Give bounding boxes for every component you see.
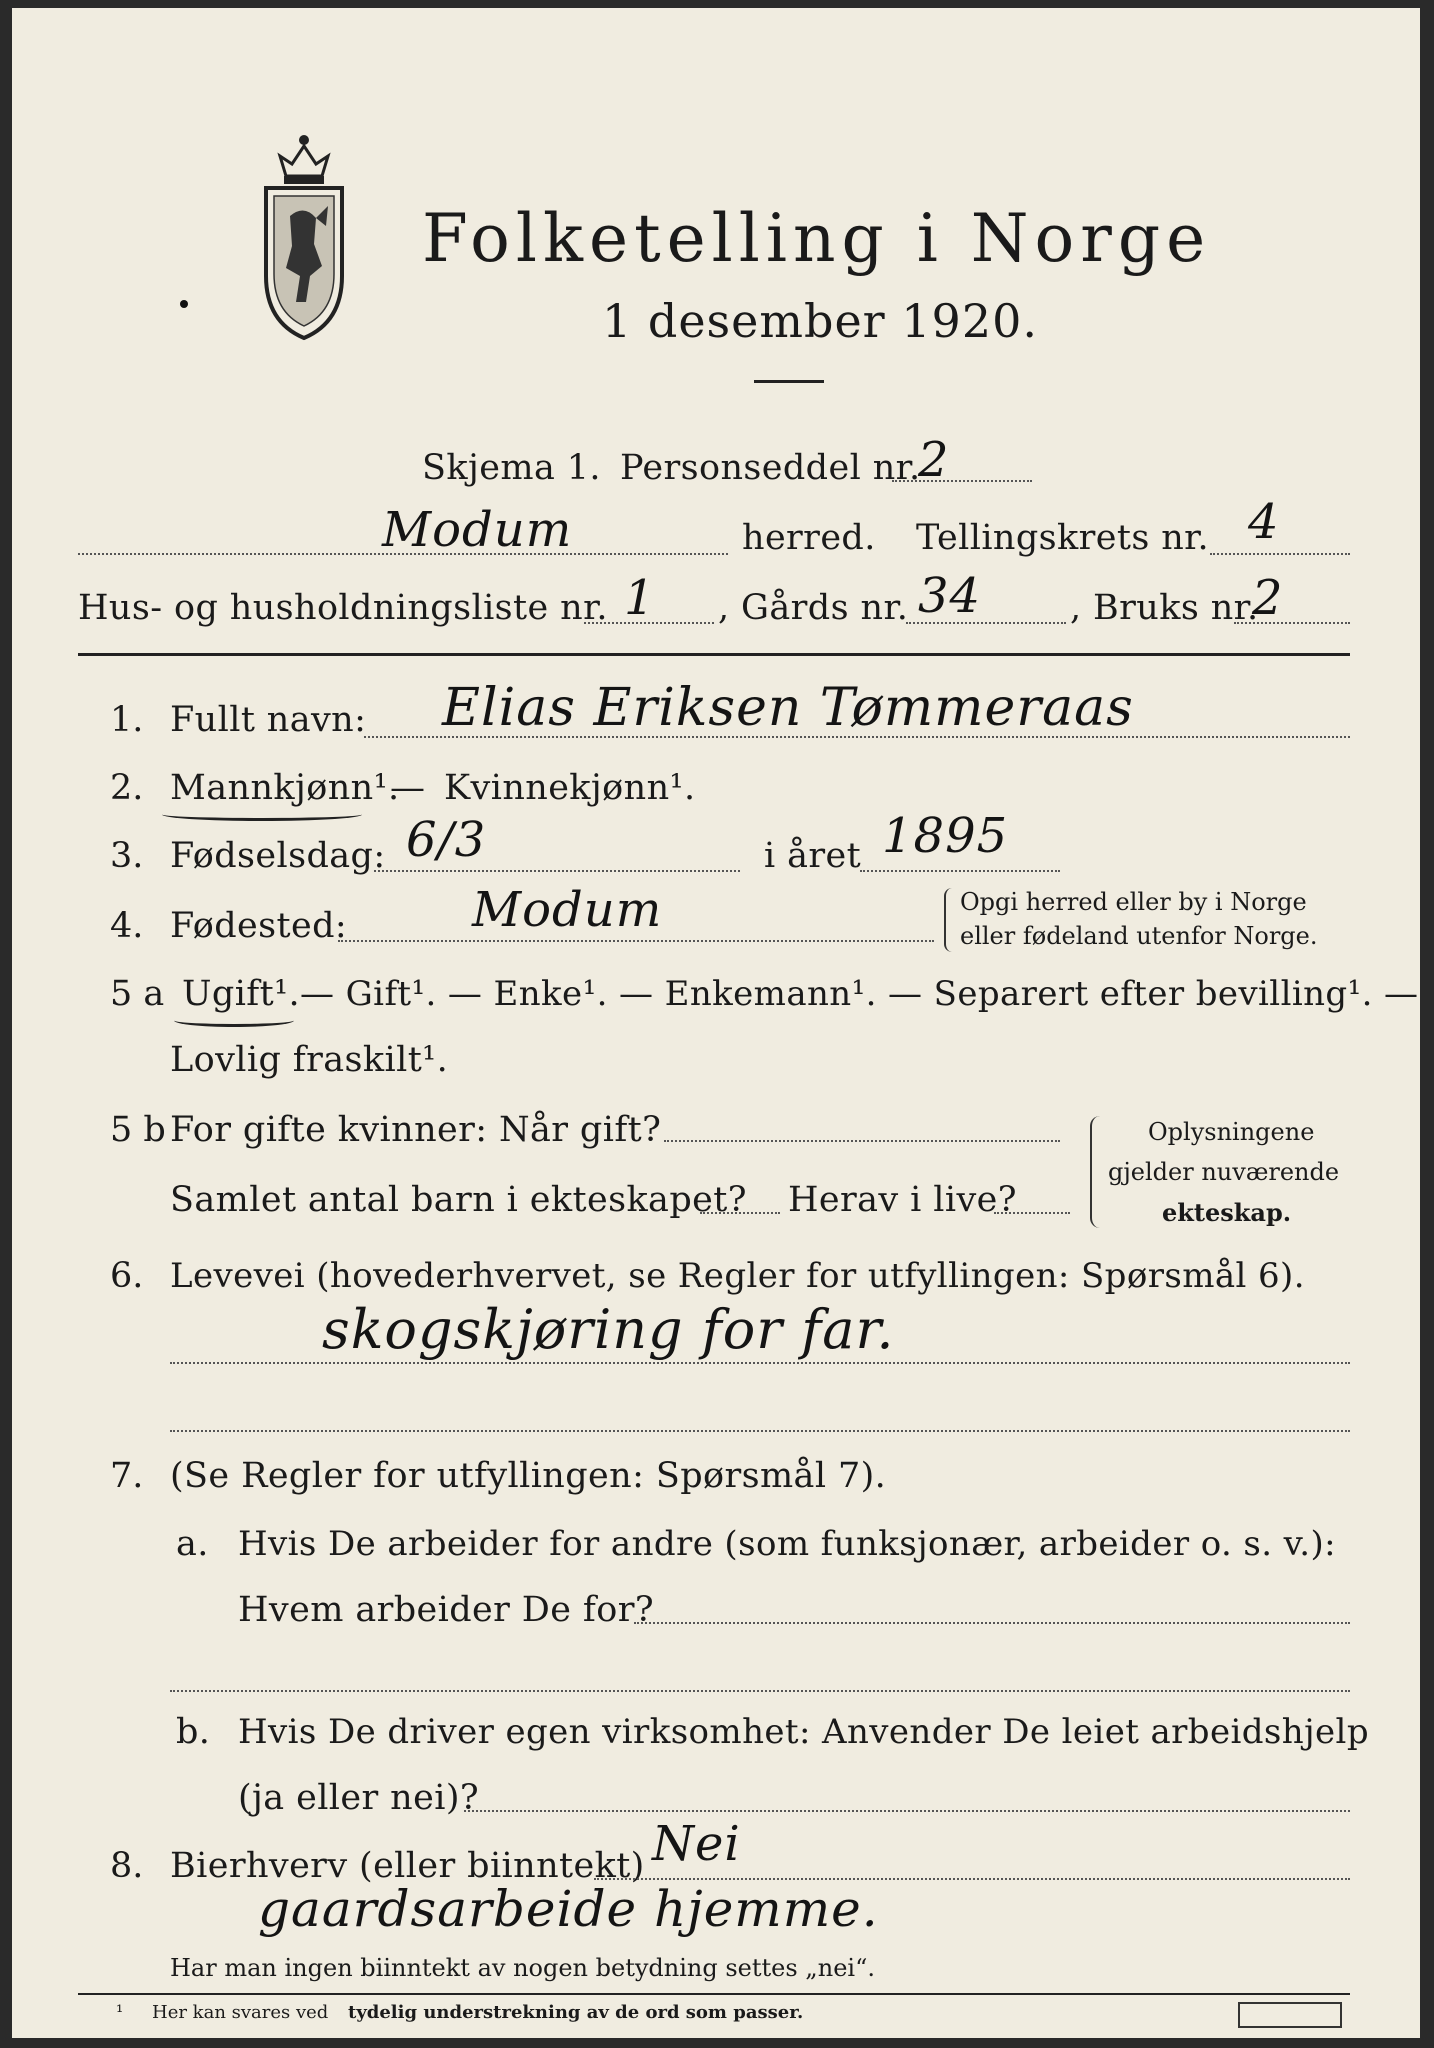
herred-label: herred. (742, 518, 876, 558)
q8-value-1: Nei (652, 1816, 741, 1872)
q8-note: Har man ingen biinntekt av nogen betydning settes „nei“. (170, 1954, 875, 1982)
q6-label: Levevei (hovederhvervet, se Regler for utfyllingen: Spørsmål 6). (170, 1256, 1305, 1296)
q7a-sub: Hvem arbeider De for? (238, 1590, 655, 1630)
q3-year-label: i året (764, 836, 862, 876)
q2-underline (162, 808, 362, 821)
header-rule (78, 653, 1350, 656)
q5b-number: 5 b (110, 1110, 166, 1150)
q4-line (338, 940, 934, 942)
q7b-label: Hvis De driver egen virksomhet: Anvender De leiet arbeidshjelp (238, 1712, 1369, 1752)
personseddel-value: 2 (918, 432, 950, 488)
q6-line2 (170, 1430, 1350, 1432)
printer-stamp (1238, 2002, 1342, 2028)
q2-female: Kvinnekjønn¹. (444, 768, 696, 808)
q2-male: Mannkjønn¹. (170, 768, 400, 808)
form-title: Folketelling i Norge (422, 200, 1212, 277)
q5b-note-line3: ekteskap. (1162, 1198, 1292, 1227)
q8-number: 8. (110, 1846, 144, 1886)
ink-dot (180, 300, 188, 308)
q4-number: 4. (110, 906, 144, 946)
q2-number: 2. (110, 768, 144, 808)
q7a-line2 (170, 1690, 1350, 1692)
bruks-value: 2 (1252, 570, 1284, 626)
q3-year-line (860, 870, 1060, 872)
title-divider (754, 380, 824, 383)
census-form (12, 8, 1420, 2038)
q6-number: 6. (110, 1256, 144, 1296)
q2-separator: — (390, 768, 426, 808)
coat-of-arms-icon (256, 126, 352, 344)
q5b-brace (1090, 1116, 1102, 1228)
footnote-text-bold: tydelig understrekning av de ord som passer. (348, 2002, 804, 2023)
q3-year-value: 1895 (882, 808, 1009, 864)
q7-number: 7. (110, 1456, 144, 1496)
q5b-note-line2: gjelder nuværende (1108, 1158, 1340, 1186)
herred-value: Modum (382, 502, 573, 558)
personseddel-label: Personseddel nr. (620, 448, 921, 488)
q8-value-2: gaardsarbeide hjemme. (258, 1880, 879, 1938)
q3-label: Fødselsdag: (170, 836, 386, 876)
q5b-alive-line (994, 1212, 1070, 1214)
q7-label: (Se Regler for utfyllingen: Spørsmål 7). (170, 1456, 887, 1496)
tellingskrets-value: 4 (1248, 494, 1280, 550)
q7b-line (464, 1810, 1350, 1812)
personseddel-line (892, 480, 1032, 482)
q5a-options: — Gift¹. — Enke¹. — Enkemann¹. — Separert efter bevilling¹. — (300, 974, 1419, 1014)
q7b-sub: (ja eller nei)? (238, 1778, 480, 1818)
footnote-mark: ¹ (116, 2002, 124, 2023)
q4-label: Fødested: (170, 906, 348, 946)
hus-label: Hus- og husholdningsliste nr. (78, 588, 608, 628)
q6-line1 (170, 1362, 1350, 1364)
q6-value: skogskjøring for far. (322, 1298, 895, 1361)
q5b-married-line (664, 1140, 1060, 1142)
q3-number: 3. (110, 836, 144, 876)
tellingskrets-line (1210, 553, 1350, 555)
q7b-letter: b. (176, 1712, 211, 1752)
q7a-line1 (634, 1622, 1350, 1624)
skjema-label: Skjema 1. (422, 448, 601, 488)
q8-label: Bierhverv (eller biinntekt) (170, 1846, 645, 1886)
q7a-letter: a. (176, 1524, 209, 1564)
hus-value: 1 (624, 570, 656, 626)
q5b-alive-label: Herav i live? (788, 1180, 1017, 1220)
q3-value: 6/3 (406, 812, 487, 868)
tellingskrets-label: Tellingskrets nr. (916, 518, 1209, 558)
footnote-text: Her kan svares ved (152, 2002, 329, 2023)
q5b-label: For gifte kvinner: Når gift? (170, 1110, 662, 1150)
gards-label: , Gårds nr. (718, 588, 909, 628)
q4-note-line2: eller fødeland utenfor Norge. (960, 922, 1318, 950)
q5b-children-line (700, 1212, 780, 1214)
q5a-number: 5 a (110, 974, 165, 1014)
q7a-label: Hvis De arbeider for andre (som funksjonær, arbeider o. s. v.): (238, 1524, 1336, 1564)
q5b-note-line1: Oplysningene (1148, 1118, 1315, 1146)
form-subtitle: 1 desember 1920. (602, 294, 1038, 348)
bruks-label: , Bruks nr. (1070, 588, 1259, 628)
q4-note-line1: Opgi herred eller by i Norge (960, 888, 1307, 916)
q5b-children-label: Samlet antal barn i ekteskapet? (170, 1180, 747, 1220)
gards-value: 34 (918, 568, 982, 624)
q5a-line2: Lovlig fraskilt¹. (170, 1040, 449, 1080)
q4-value: Modum (472, 882, 663, 938)
q1-value: Elias Eriksen Tømmeraas (442, 678, 1134, 738)
q4-brace (944, 888, 956, 952)
q3-line (374, 870, 740, 872)
footnote-rule (78, 1993, 1350, 1995)
q5a-underline (174, 1014, 294, 1027)
q1-label: Fullt navn: (170, 700, 367, 740)
q1-number: 1. (110, 700, 144, 740)
q5a-ugift: Ugift¹. (182, 974, 301, 1014)
